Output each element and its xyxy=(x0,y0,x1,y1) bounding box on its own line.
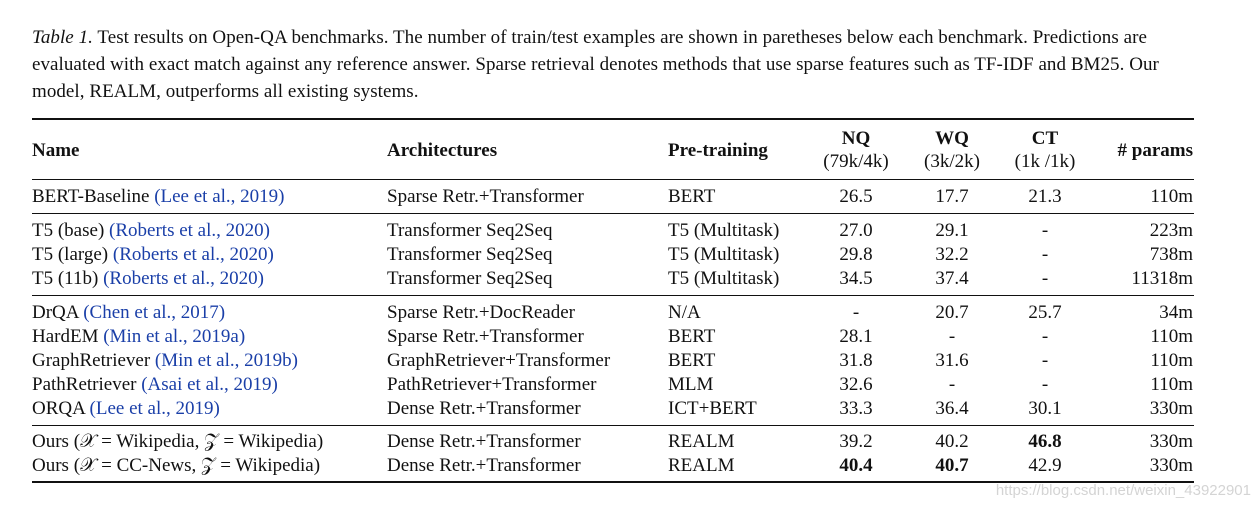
row-nq: 34.5 xyxy=(839,268,873,289)
row-wq: 29.1 xyxy=(935,220,969,241)
row-ct-best: 46.8 xyxy=(1028,431,1062,452)
table-caption xyxy=(32,24,1197,105)
row-nq: 31.8 xyxy=(839,350,873,371)
row-ct: - xyxy=(1041,268,1049,289)
row-ct: 25.7 xyxy=(1028,302,1062,323)
row-arch: Transformer Seq2Seq xyxy=(387,244,553,265)
citation-link[interactable]: (Roberts et al., 2020) xyxy=(109,220,270,241)
row-arch: Transformer Seq2Seq xyxy=(387,220,553,241)
row-ct: 30.1 xyxy=(1028,398,1062,419)
group-rule xyxy=(32,213,1194,214)
row-name: HardEM (Min et al., 2019a) xyxy=(32,326,246,347)
caption-label: Table 1. xyxy=(32,27,93,48)
row-name: Ours (𝒳 = Wikipedia, 𝒵 = Wikipedia) xyxy=(32,431,324,452)
citation-link[interactable]: (Lee et al., 2019) xyxy=(89,398,220,419)
row-ct: - xyxy=(1041,326,1049,347)
row-pretraining: MLM xyxy=(668,374,714,395)
header-rule xyxy=(32,179,1194,180)
row-pretraining: T5 (Multitask) xyxy=(668,220,780,241)
row-pretraining: BERT xyxy=(668,186,716,207)
row-arch: PathRetriever+Transformer xyxy=(387,374,597,395)
row-nq: 26.5 xyxy=(839,186,873,207)
row-name: T5 (11b) (Roberts et al., 2020) xyxy=(32,268,264,289)
row-ct: 42.9 xyxy=(1028,455,1062,476)
row-wq: 17.7 xyxy=(935,186,969,207)
row-ct: - xyxy=(1041,244,1049,265)
row-arch: Sparse Retr.+Transformer xyxy=(387,186,584,207)
row-ct: - xyxy=(1041,220,1049,241)
watermark: https://blog.csdn.net/weixin_43922901 xyxy=(995,482,1251,499)
citation-link[interactable]: (Roberts et al., 2020) xyxy=(103,268,264,289)
header-ct: CT xyxy=(1031,128,1059,149)
group-rule xyxy=(32,295,1194,296)
citation-link[interactable]: (Min et al., 2019b) xyxy=(154,350,298,371)
row-arch: Sparse Retr.+Transformer xyxy=(387,326,584,347)
row-nq: 28.1 xyxy=(839,326,873,347)
row-nq: 29.8 xyxy=(839,244,873,265)
row-name: PathRetriever (Asai et al., 2019) xyxy=(32,374,278,395)
row-pretraining: REALM xyxy=(668,431,735,452)
header-architectures: Architectures xyxy=(387,140,498,161)
row-params: 11318m xyxy=(1131,268,1193,289)
header-name: Name xyxy=(32,140,80,161)
row-wq: 31.6 xyxy=(935,350,969,371)
header-wq: WQ xyxy=(935,128,969,149)
row-name: BERT-Baseline (Lee et al., 2019) xyxy=(32,186,285,207)
row-arch: GraphRetriever+Transformer xyxy=(387,350,611,371)
row-name: GraphRetriever (Min et al., 2019b) xyxy=(32,350,298,371)
row-ct: - xyxy=(1041,350,1049,371)
row-wq: 20.7 xyxy=(935,302,969,323)
header-ct-sub: (1k /1k) xyxy=(1014,151,1076,172)
row-params: 738m xyxy=(1149,244,1193,265)
row-pretraining: BERT xyxy=(668,350,716,371)
row-pretraining: ICT+BERT xyxy=(668,398,757,419)
header-nq-sub: (79k/4k) xyxy=(823,151,889,172)
row-arch: Dense Retr.+Transformer xyxy=(387,431,581,452)
citation-link[interactable]: (Chen et al., 2017) xyxy=(83,302,226,323)
row-nq: 27.0 xyxy=(839,220,873,241)
header-nq: NQ xyxy=(841,128,871,149)
row-wq: 37.4 xyxy=(935,268,969,289)
row-params: 330m xyxy=(1149,455,1193,476)
row-pretraining: T5 (Multitask) xyxy=(668,244,780,265)
row-wq-best: 40.7 xyxy=(935,455,969,476)
row-name: ORQA (Lee et al., 2019) xyxy=(32,398,220,419)
row-arch: Dense Retr.+Transformer xyxy=(387,455,581,476)
row-wq: - xyxy=(948,374,956,395)
header-wq-sub: (3k/2k) xyxy=(924,151,980,172)
row-name: DrQA (Chen et al., 2017) xyxy=(32,302,226,323)
row-wq: - xyxy=(948,326,956,347)
row-name: T5 (large) (Roberts et al., 2020) xyxy=(32,244,274,265)
row-name: Ours (𝒳 = CC-News, 𝒵 = Wikipedia) xyxy=(32,455,321,476)
caption-text: Test results on Open-QA benchmarks. The number of train/test examples are shown in paretheses below each benchmark. Predictions are evaluated with exact match against any reference answer. Sparse retrieval denotes methods that use sparse features such as TF-IDF and BM25. Our model, REALM, outperforms all existing systems. xyxy=(32,27,1159,102)
row-ct: 21.3 xyxy=(1028,186,1062,207)
row-name: T5 (base) (Roberts et al., 2020) xyxy=(32,220,270,241)
row-params: 330m xyxy=(1149,398,1193,419)
row-params: 110m xyxy=(1150,374,1193,395)
row-nq: 32.6 xyxy=(839,374,873,395)
row-wq: 36.4 xyxy=(935,398,969,419)
citation-link[interactable]: (Asai et al., 2019) xyxy=(141,374,278,395)
row-pretraining: T5 (Multitask) xyxy=(668,268,780,289)
row-params: 110m xyxy=(1150,350,1193,371)
row-nq-best: 40.4 xyxy=(839,455,873,476)
citation-link[interactable]: (Roberts et al., 2020) xyxy=(112,244,274,265)
row-pretraining: BERT xyxy=(668,326,716,347)
header-pretraining: Pre-training xyxy=(668,140,768,161)
row-pretraining: N/A xyxy=(668,302,701,323)
row-wq: 40.2 xyxy=(935,431,969,452)
citation-link[interactable]: (Min et al., 2019a) xyxy=(103,326,246,347)
row-wq: 32.2 xyxy=(935,244,969,265)
citation-link[interactable]: (Lee et al., 2019) xyxy=(154,186,285,207)
row-arch: Dense Retr.+Transformer xyxy=(387,398,581,419)
row-params: 223m xyxy=(1149,220,1193,241)
row-params: 110m xyxy=(1150,186,1193,207)
row-nq: 33.3 xyxy=(839,398,873,419)
row-params: 110m xyxy=(1150,326,1193,347)
row-nq: 39.2 xyxy=(839,431,873,452)
header-params: # params xyxy=(1117,140,1193,161)
row-params: 34m xyxy=(1159,302,1193,323)
row-arch: Transformer Seq2Seq xyxy=(387,268,553,289)
row-params: 330m xyxy=(1149,431,1193,452)
row-ct: - xyxy=(1041,374,1049,395)
group-rule xyxy=(32,425,1194,426)
row-pretraining: REALM xyxy=(668,455,735,476)
top-rule xyxy=(32,118,1194,120)
row-nq: - xyxy=(852,302,860,323)
row-arch: Sparse Retr.+DocReader xyxy=(387,302,575,323)
